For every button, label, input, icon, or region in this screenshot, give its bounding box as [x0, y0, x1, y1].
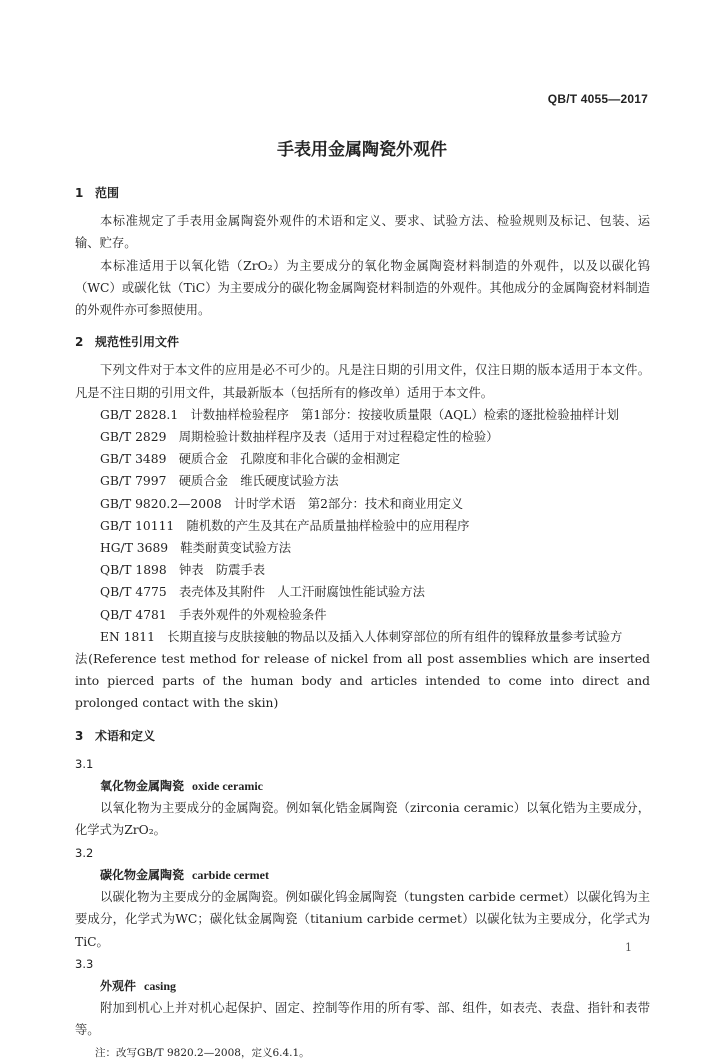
term-definition: 以氧化物为主要成分的金属陶瓷。例如氧化锆金属陶瓷（zirconia ceramic）以氧化锆为主要成分，化学式为ZrO₂。: [75, 801, 650, 838]
reference-item: [75, 426, 650, 448]
document-body: [75, 182, 650, 1064]
reference-item: [75, 404, 650, 426]
reference-code: QB/T 4775: [100, 585, 167, 600]
reference-item: [75, 581, 650, 603]
paragraph: 下列文件对于本文件的应用是必不可少的。凡是注日期的引用文件，仅注日期的版本适用于本文件。凡是不注日期的引用文件，其最新版本（包括所有的修改单）适用于本文件。: [75, 363, 650, 400]
reference-code: EN 1811: [100, 629, 155, 644]
document-title: 手表用金属陶瓷外观件: [277, 140, 447, 160]
section-number: 2: [75, 335, 84, 350]
reference-code: HG/T 3689: [100, 541, 169, 556]
reference-title: 计时学术语 第2部分：技术和商业用定义: [234, 496, 464, 511]
reference-title: 钟表 防震手表: [178, 563, 266, 578]
reference-code: GB/T 3489: [100, 452, 167, 467]
reference-code: QB/T 4781: [100, 607, 167, 622]
reference-title: 周期检验计数抽样程序及表（适用于对过程稳定性的检验）: [178, 430, 499, 445]
reference-title: 表壳体及其附件 人工汗耐腐蚀性能试验方法: [178, 585, 425, 600]
reference-item: [75, 559, 650, 581]
reference-item: [75, 493, 650, 515]
term-definition: 以碳化物为主要成分的金属陶瓷。例如碳化钨金属陶瓷（tungsten carbide cermet）以碳化钨为主要成分，化学式为WC；碳化钛金属陶瓷（titanium carbide cermet）以碳化钛为主要成分，化学式为TiC。: [75, 890, 650, 949]
term-en: oxide ceramic: [192, 779, 263, 794]
standard-code: QB/T 4055—2017: [547, 92, 648, 106]
term-number: 3.3: [75, 956, 94, 971]
term-zh: 氧化物金属陶瓷: [100, 779, 185, 794]
term-note: 注：改写GB/T 9820.2—2008，定义6.4.1。: [95, 1046, 310, 1059]
reference-code: GB/T 10111: [100, 518, 175, 533]
reference-code: GB/T 2828.1: [100, 407, 179, 422]
term-zh: 碳化物金属陶瓷: [100, 867, 185, 882]
section-title: 术语和定义: [95, 728, 156, 743]
reference-item: [75, 470, 650, 492]
reference-item: [75, 626, 650, 648]
reference-code: GB/T 2829: [100, 430, 167, 445]
section-heading: [75, 725, 650, 747]
section-title: 范围: [95, 186, 120, 200]
page-number: 1: [625, 941, 632, 954]
term-en: casing: [144, 978, 177, 993]
section-number: 1: [75, 186, 84, 200]
reference-continuation: 法(Reference test method for release of nickel from all post assemblies which are inserted into pierced parts of the human body and articles intended to come into direct and prolonged contact with the skin): [75, 652, 650, 711]
section-heading: [75, 182, 650, 204]
term-heading: [75, 864, 650, 886]
term-definition: 附加到机心上并对机心起保护、固定、控制等作用的所有零、部、组件，如表壳、表盘、指针和表带等。: [75, 1001, 650, 1038]
reference-code: GB/T 7997: [100, 474, 167, 489]
reference-title: 随机数的产生及其在产品质量抽样检验中的应用程序: [186, 518, 470, 533]
reference-title: 手表外观件的外观检验条件: [178, 607, 327, 622]
paragraph: 本标准适用于以氧化锆（ZrO₂）为主要成分的氧化物金属陶瓷材料制造的外观件，以及以碳化钨（WC）或碳化钛（TiC）为主要成分的碳化物金属陶瓷材料制造的外观件。其他成分的金属陶瓷材料制造的外观件亦可参照使用。: [75, 258, 650, 318]
term-zh: 外观件: [100, 978, 137, 993]
section-title: 规范性引用文件: [95, 335, 180, 350]
reference-item: [75, 515, 650, 537]
term-number: 3.1: [75, 756, 94, 771]
term-heading: [75, 975, 650, 997]
reference-title: 计数抽样检验程序 第1部分：按接收质量限（AQL）检索的逐批检验抽样计划: [190, 407, 619, 422]
reference-title: 鞋类耐黄变试验方法: [180, 541, 292, 556]
reference-title: 硬质合金 维氏硬度试验方法: [178, 474, 339, 489]
term-heading: [75, 775, 650, 797]
paragraph: 本标准规定了手表用金属陶瓷外观件的术语和定义、要求、试验方法、检验规则及标记、包装、运输、贮存。: [75, 214, 650, 251]
reference-title: 硬质合金 孔隙度和非化合碳的金相测定: [178, 452, 401, 467]
section-number: 3: [75, 728, 84, 743]
term-number: 3.2: [75, 845, 94, 860]
reference-title: 长期直接与皮肤接触的物品以及插入人体刺穿部位的所有组件的镍释放量参考试验方: [167, 629, 623, 644]
section-heading: [75, 331, 650, 353]
term-en: carbide cermet: [192, 867, 269, 882]
reference-code: QB/T 1898: [100, 563, 167, 578]
reference-item: [75, 537, 650, 559]
reference-item: [75, 604, 650, 626]
reference-code: GB/T 9820.2—2008: [100, 496, 222, 511]
reference-item: [75, 448, 650, 470]
